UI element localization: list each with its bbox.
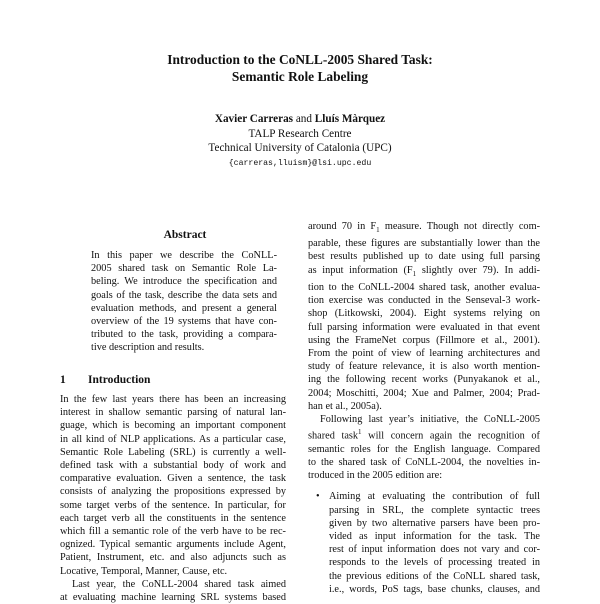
text-fragment: measure. Though not directly com-: [379, 221, 541, 232]
bullet-text: [308, 490, 540, 596]
body-line: semantic roles for the English language. Compared: [308, 443, 540, 455]
abstract-heading: Abstract: [163, 229, 207, 241]
body-line: comparative evaluation. Given a sentence, the task: [60, 473, 286, 485]
text-fragment: will concern again the recognition of: [361, 430, 540, 442]
footnote-marker: 1: [358, 428, 362, 437]
author-email: {carreras,lluism}@lsi.upc.edu: [228, 158, 372, 168]
body-line: using the FrameNet corpus (Fillmore et al., 2001).: [308, 334, 540, 346]
body-line: Patient, Instrument, etc. and also adjuncts such as: [60, 552, 286, 564]
body-line: study of feature relevance, it is also worth mention-: [308, 361, 540, 373]
body-line: troduced in the 2005 edition are:: [308, 470, 443, 482]
body-line: defined task with a substantial body of work and: [60, 460, 286, 472]
bullet-line: parsing in SRL, the complete syntactic trees: [329, 504, 540, 516]
title-line-1: Introduction to the CoNLL-2005 Shared Task:: [167, 52, 433, 67]
bullet-icon: •: [316, 491, 320, 503]
body-line: at evaluating machine learning SRL systems based: [60, 592, 286, 604]
body-line: Last year, the CoNLL-2004 shared task aimed: [72, 578, 286, 590]
author-conjunction: and: [295, 113, 312, 125]
author-block: [0, 112, 600, 171]
affiliation-line-1: TALP Research Centre: [248, 127, 352, 140]
body-line: some target verbs of the sentence. In particular, for: [60, 499, 286, 511]
abstract-line: 2005 shared task on Semantic Role La-: [91, 263, 277, 275]
body-line: [308, 426, 540, 443]
bullet-line: i.e., words, PoS tags, base chunks, clauses, and: [329, 583, 540, 595]
abstract-line: In this paper we describe the CoNLL-: [91, 250, 277, 261]
body-line: to the shared task of CoNLL-2004, the novelties in-: [308, 456, 540, 468]
section-number: 1: [60, 374, 66, 386]
body-line: ing the following recent works (Punyakanok et al.,: [308, 374, 540, 386]
body-line: tion exercise was conducted in the Senseval-3 work-: [308, 295, 540, 307]
body-line: From the point of view of learning architectures and: [308, 347, 540, 359]
body-line: in all kind of NLP applications. As a particular case,: [60, 433, 286, 445]
section-title: Introduction: [88, 374, 151, 386]
bullet-line: responds to the levels of processing treated in: [329, 557, 540, 569]
body-line: consists of analyzing the propositions expressed by: [60, 486, 286, 498]
bullet-item: [308, 490, 540, 596]
subscript: 1: [412, 269, 417, 278]
bullet-line: the previous editions of the CoNLL shared task,: [329, 570, 540, 582]
body-line: tion to the CoNLL-2004 shared task, another evalua-: [308, 281, 540, 293]
body-line: best results published up to date using full parsing: [308, 251, 540, 263]
author-2: Lluís Màrquez: [314, 113, 386, 125]
text-fragment: around 70 in F: [308, 221, 377, 232]
abstract-line: overview of the 19 systems that have con-: [91, 316, 277, 328]
bullet-line: given by two alternative parsers have been pro-: [329, 517, 540, 529]
body-line: Following last year’s initiative, the CoNLL-2005: [320, 413, 540, 425]
abstract-line: tive description and results.: [91, 342, 205, 354]
bullet-line: rest of input information does not vary and cor-: [329, 544, 540, 556]
body-line: guage, which is becoming an important component: [60, 420, 286, 432]
body-line: Semantic Role Labeling (SRL) is currently a well-: [60, 446, 286, 458]
text-fragment: as input information (F: [308, 264, 413, 276]
section-heading: [60, 374, 310, 386]
paper-title: [0, 51, 600, 85]
body-line: shop (Litkowski, 2004). Eight systems relying on: [308, 308, 540, 320]
body-line: [308, 264, 540, 281]
subscript: 1: [376, 226, 380, 235]
abstract-line: beling. We introduce the specification and: [91, 276, 277, 288]
body-line: each target verb all the constituents in the sentence: [60, 512, 286, 524]
body-line: ognized. Typical semantic arguments include Agent,: [60, 539, 286, 551]
right-column-body: [308, 220, 540, 596]
title-line-2: Semantic Role Labeling: [231, 69, 369, 84]
abstract-line: evaluation methods, and present a general: [91, 302, 277, 314]
body-line: 2004; Moschitti, 2004; Xue and Palmer, 2004; Prad-: [308, 387, 540, 399]
body-line: which fill a semantic role of the verb have to be rec-: [60, 526, 286, 538]
body-line: Locative, Temporal, Manner, Cause, etc.: [60, 565, 228, 577]
abstract-body: [91, 249, 277, 355]
body-line: han et al., 2005a).: [308, 400, 382, 412]
left-column-body: [60, 393, 286, 604]
abstract-line: goals of the task, describe the data sets and: [91, 289, 277, 301]
body-line: parable, these figures are substantially lower than the: [308, 238, 540, 250]
abstract-line: tributed to the task, providing a compara-: [91, 329, 277, 341]
bullet-line: vided as input information for the task. The: [329, 530, 540, 542]
text-fragment: slightly over 79). In addi-: [416, 264, 540, 276]
author-1: Xavier Carreras: [214, 113, 294, 125]
affiliation-line-2: Technical University of Catalonia (UPC): [208, 142, 392, 154]
bullet-line: Aiming at evaluating the contribution of full: [329, 491, 540, 503]
text-fragment: shared task: [308, 430, 359, 442]
body-line: [308, 220, 540, 237]
body-line: interest in shallow semantic parsing of natural lan-: [60, 407, 286, 419]
body-line: full parsing information were evaluated in that event: [308, 321, 540, 333]
body-line: In the few last years there has been an increasing: [60, 394, 286, 405]
author-names: [0, 112, 600, 127]
